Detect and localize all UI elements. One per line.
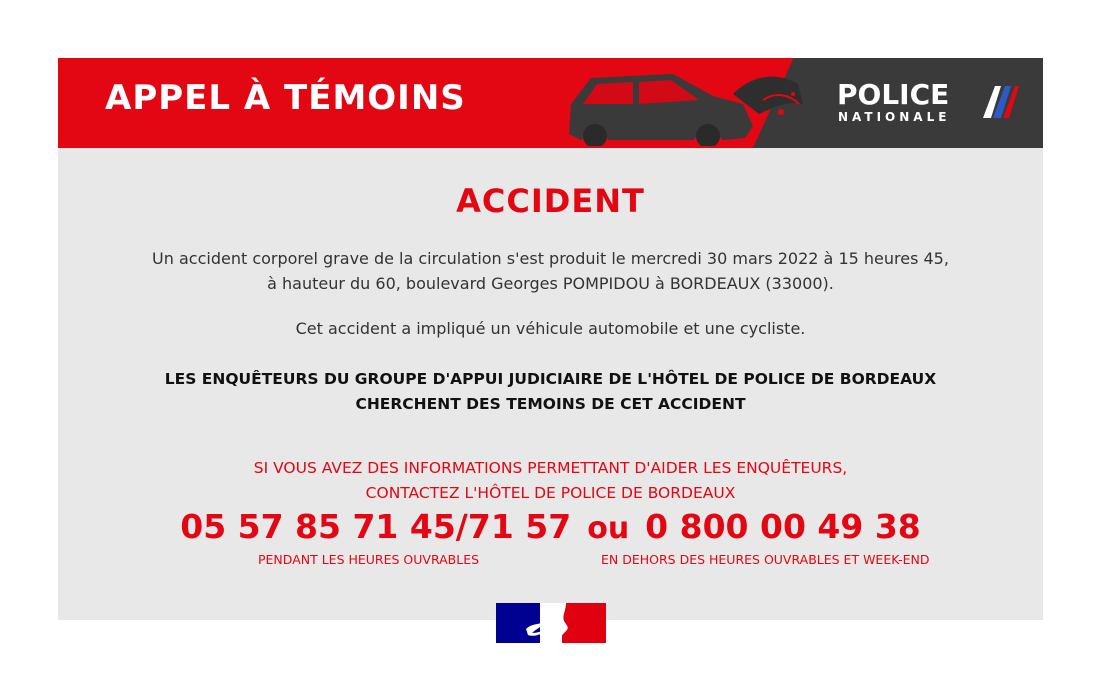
appeal-poster — [58, 58, 1043, 620]
contact-line-1: SI VOUS AVEZ DES INFORMATIONS PERMETTANT D'AIDER LES ENQUÊTEURS, — [253, 459, 848, 477]
after-hours-label: EN DEHORS DES HEURES OUVRABLES ET WEEK-END — [601, 552, 930, 567]
incident-line-2: à hauteur du 60, boulevard Georges POMPIDOU à BORDEAUX (33000). — [267, 274, 834, 293]
phone-after-hours[interactable]: 0 800 00 49 38 — [645, 507, 921, 546]
incident-line-1: Un accident corporel grave de la circulation s'est produit le mercredi 30 mars 2022 à 15 heures 45, — [152, 249, 949, 268]
logo-police-text: POLICE — [837, 78, 950, 111]
contact-instructions — [58, 456, 1043, 506]
phone-separator: ou — [587, 511, 630, 546]
investigators-appeal — [58, 367, 1043, 417]
tricolor-wing-icon — [979, 84, 1019, 120]
logo-nationale-text: NATIONALE — [838, 110, 951, 124]
banner-title: APPEL À TÉMOINS — [105, 78, 466, 118]
header-banner — [58, 58, 1043, 148]
involved-parties: Cet accident a impliqué un véhicule automobile et une cycliste. — [295, 319, 806, 338]
police-nationale-logo — [837, 80, 1019, 126]
phone-business-hours[interactable]: 05 57 85 71 45/71 57 — [180, 507, 572, 546]
phone-numbers — [58, 506, 1043, 550]
republique-francaise-marianne-logo — [496, 603, 606, 643]
headline: ACCIDENT — [456, 182, 645, 220]
contact-line-2: CONTACTEZ L'HÔTEL DE POLICE DE BORDEAUX — [365, 484, 736, 502]
car-crash-illustration — [563, 64, 803, 146]
business-hours-label: PENDANT LES HEURES OUVRABLES — [258, 552, 480, 567]
incident-description — [58, 246, 1043, 296]
appeal-line-2: CHERCHENT DES TEMOINS DE CET ACCIDENT — [355, 395, 746, 413]
appeal-line-1: LES ENQUÊTEURS DU GROUPE D'APPUI JUDICIAIRE DE L'HÔTEL DE POLICE DE BORDEAUX — [164, 370, 937, 388]
